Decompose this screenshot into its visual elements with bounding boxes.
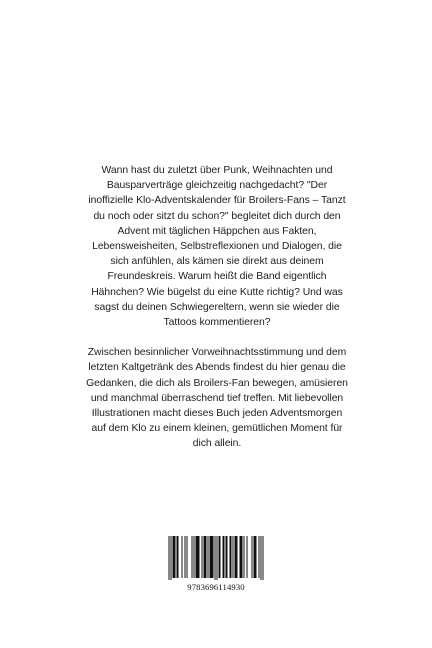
barcode-bar <box>226 536 228 578</box>
barcode-bar <box>187 536 188 578</box>
barcode-bar <box>173 536 176 578</box>
barcode-bar <box>235 536 238 578</box>
barcode-bar <box>230 536 232 578</box>
barcode-bar <box>182 536 183 578</box>
barcode-bar <box>254 536 257 578</box>
barcode-bar <box>208 536 209 578</box>
blurb-text <box>84 163 350 452</box>
barcode-bar <box>244 536 245 578</box>
barcode-bar <box>217 536 218 580</box>
barcode-bar <box>171 536 172 580</box>
barcode-bar <box>202 536 203 578</box>
barcode-bar <box>215 536 216 580</box>
barcode-bar <box>223 536 225 578</box>
barcode-bar <box>192 536 193 578</box>
barcode-bar <box>247 536 248 578</box>
isbn-number: 9783696114930 <box>187 582 245 592</box>
barcode-bar <box>233 536 234 578</box>
barcode-bar <box>240 536 243 578</box>
barcode-bar <box>194 536 195 578</box>
blurb-paragraph-1: Wann hast du zuletzt über Punk, Weihnachten und Bausparverträge gleichzeitig nachgedacht? "Der inoffizielle Klo-Adventskalender für Broilers-Fans – Tanzt du noch oder sitzt du schon?" begleitet dich durch den Advent mit täglichen Häppchen aus Fakten, Lebensweisheiten, Selbstreflexionen und Dialogen, die sich anfühlen, als kämen sie direkt aus deinem Freundeskreis. Warum heißt die Band eigentlich Hähnchen? Wie bügelst du eine Kutte richtig? Und was sagst du deinen Schwiegereltern, wenn sie wieder die Tattoos kommentieren? <box>88 165 346 329</box>
barcode-graphic <box>167 534 265 581</box>
barcode-bar <box>185 536 186 578</box>
barcode-bar <box>210 536 214 578</box>
barcode <box>167 534 265 581</box>
barcode-bar <box>263 536 264 580</box>
barcode-bar <box>177 536 179 578</box>
blurb-paragraph-2: Zwischen besinnlicher Vorweihnachtsstimmung und dem letzten Kaltgetränk des Abends findest du hier genau die Gedanken, die dich als Broilers-Fan bewegen, amüsieren und manchmal überraschend tief treffen. Mit liebevollen Illustrationen macht dieses Buch jeden Adventsmorgen auf dem Klo zu einem kleinen, gemütlichen Moment für dich allein. <box>86 347 348 450</box>
barcode-bar <box>252 536 253 578</box>
barcode-block <box>167 534 265 592</box>
barcode-bar <box>169 536 170 580</box>
barcode-bar <box>261 536 262 580</box>
barcode-bar <box>204 536 207 578</box>
barcode-bar <box>259 536 260 578</box>
barcode-bar <box>219 536 221 578</box>
barcode-bar <box>196 536 200 578</box>
